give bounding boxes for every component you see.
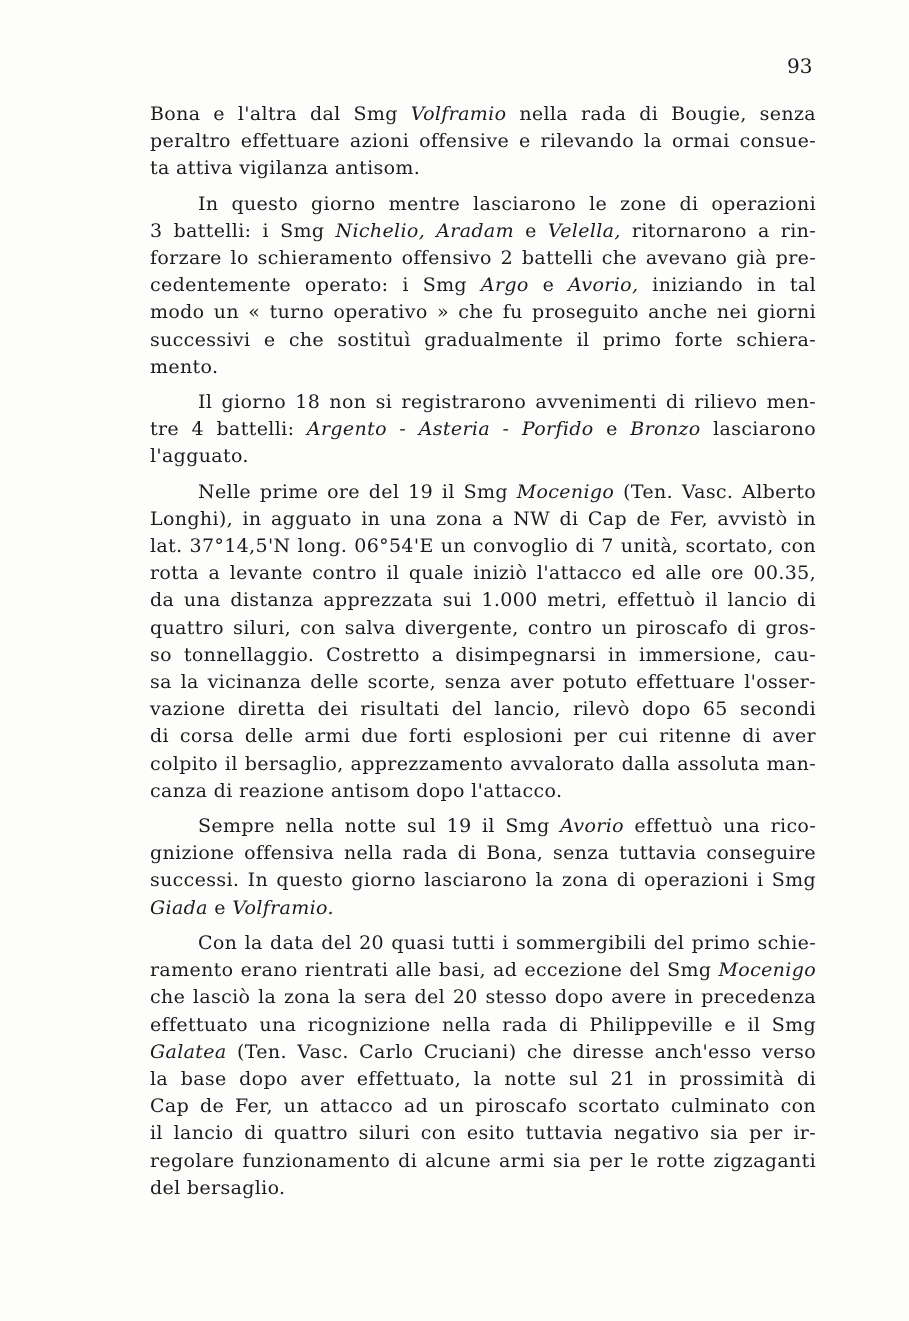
italic-text: Argento - Asteria - Porfido xyxy=(306,418,594,441)
text-run: del bersaglio. xyxy=(150,1176,286,1199)
text-run: nella rada di Bougie, senza xyxy=(506,103,816,125)
text-line xyxy=(150,867,816,894)
text-run: forzare lo schieramento offensivo 2 battelli che avevano già pre- xyxy=(150,247,816,270)
text-run: regolare funzionamento di alcune armi sia per le rotte zigzaganti xyxy=(150,1149,816,1172)
italic-text: Volframio. xyxy=(232,896,334,919)
text-line xyxy=(150,778,816,805)
text-run: canza di reazione antisom dopo l'attacco. xyxy=(150,779,563,802)
text-run: successivi e che sostituì gradualmente il primo forte schiera- xyxy=(150,328,816,351)
text-line xyxy=(150,191,816,218)
text-run: Sempre nella notte sul 19 il Smg xyxy=(198,815,561,838)
italic-text: Velella, xyxy=(547,219,621,242)
text-run: quattro siluri, con salva divergente, contro un piroscafo di gros- xyxy=(150,616,816,639)
text-run: da una distanza apprezzata sui 1.000 metri, effettuò il lancio di xyxy=(150,589,816,612)
text-line xyxy=(150,587,816,614)
text-line xyxy=(150,1120,816,1147)
text-run: Cap de Fer, un attacco ad un piroscafo scortato culminato con xyxy=(150,1095,816,1118)
text-run: di corsa delle armi due forti esplosioni per cui ritenne di aver xyxy=(150,725,816,748)
text-line xyxy=(150,1093,816,1120)
text-line xyxy=(150,696,816,723)
text-line xyxy=(150,245,816,272)
italic-text: Avorio, xyxy=(568,274,639,297)
text-run: effettuò una rico- xyxy=(623,815,816,838)
text-line xyxy=(150,560,816,587)
text-run: so tonnellaggio. Costretto a disimpegnarsi in immersione, cau- xyxy=(150,643,816,666)
text-run: rotta a levante contro il quale iniziò l'attacco ed alle ore 00.35, xyxy=(150,562,816,585)
text-line xyxy=(150,1175,816,1202)
italic-text: Giada xyxy=(150,896,208,919)
text-line xyxy=(150,1039,816,1066)
text-line xyxy=(150,218,816,245)
italic-text: Nichelio, Aradam xyxy=(335,219,514,242)
text-run: gnizione offensiva nella rada di Bona, senza tuttavia conseguire xyxy=(150,842,816,865)
text-line xyxy=(150,751,816,778)
text-line xyxy=(150,327,816,354)
text-run: mento. xyxy=(150,355,219,378)
text-run: colpito il bersaglio, apprezzamento avvalorato dalla assoluta man- xyxy=(150,752,816,775)
text-line xyxy=(150,533,816,560)
text-run: cedentemente operato: i Smg xyxy=(150,274,481,297)
text-line xyxy=(150,895,816,922)
text-line xyxy=(150,416,816,443)
text-run: la base dopo aver effettuato, la notte sul 21 in prossimità di xyxy=(150,1067,816,1090)
text-run: Con la data del 20 quasi tutti i sommergibili del primo schie- xyxy=(198,931,816,954)
text-run: 3 battelli: i Smg xyxy=(150,219,336,242)
text-run: Longhi), in agguato in una zona a NW di Cap de Fer, avvistò in xyxy=(150,507,816,530)
text-line xyxy=(150,723,816,750)
text-run: e xyxy=(513,219,548,242)
text-run: ritornarono a rin- xyxy=(620,219,817,242)
paragraph xyxy=(150,389,816,471)
text-line xyxy=(150,272,816,299)
paragraph xyxy=(150,101,816,183)
text-line xyxy=(150,155,816,182)
text-run: effettuato una ricognizione nella rada di Philippeville e il Smg xyxy=(150,1013,816,1036)
italic-text: Bronzo xyxy=(630,418,701,441)
paragraph xyxy=(150,479,816,805)
text-line xyxy=(150,642,816,669)
text-line xyxy=(150,389,816,416)
italic-text: Galatea xyxy=(150,1040,227,1063)
italic-text: Avorio xyxy=(560,815,624,838)
text-line xyxy=(150,443,816,470)
italic-text: Volframio xyxy=(410,103,507,125)
text-line xyxy=(150,299,816,326)
italic-text: Mocenigo xyxy=(516,480,615,503)
text-line xyxy=(150,101,816,128)
text-run: ta attiva vigilanza antisom. xyxy=(150,157,421,180)
text-run: che lasciò la zona la sera del 20 stesso dopo avere in precedenza xyxy=(150,986,816,1009)
text-run: ramento erano rientrati alle basi, ad eccezione del Smg xyxy=(150,959,719,982)
text-run: l'agguato. xyxy=(150,445,249,468)
text-line xyxy=(150,1066,816,1093)
text-line xyxy=(150,984,816,1011)
paragraph xyxy=(150,930,816,1202)
text-line xyxy=(150,930,816,957)
text-run: iniziando in tal xyxy=(638,274,816,297)
text-line xyxy=(150,1012,816,1039)
text-run: Il giorno 18 non si registrarono avvenimenti di rilievo men- xyxy=(198,391,816,414)
body-text xyxy=(150,101,816,1210)
text-line xyxy=(150,354,816,381)
paragraph xyxy=(150,191,816,381)
text-run: successi. In questo giorno lasciarono la zona di operazioni i Smg xyxy=(150,869,816,892)
text-line xyxy=(150,479,816,506)
text-run: e xyxy=(593,418,631,441)
text-line xyxy=(150,128,816,155)
text-run: lat. 37°14,5'N long. 06°54'E un convoglio di 7 unità, scortato, con xyxy=(150,535,816,558)
text-run: peraltro effettuare azioni offensive e rilevando la ormai consue- xyxy=(150,130,816,153)
text-run: sa la vicinanza delle scorte, senza aver potuto effettuare l'osser- xyxy=(150,671,816,694)
text-line xyxy=(150,840,816,867)
italic-text: Mocenigo xyxy=(718,959,816,982)
text-run: lasciarono xyxy=(700,418,817,441)
text-run: tre 4 battelli: xyxy=(150,418,307,441)
text-run: modo un « turno operativo » che fu proseguito anche nei giorni xyxy=(150,301,816,324)
text-line xyxy=(150,669,816,696)
text-line xyxy=(150,615,816,642)
text-run: Nelle prime ore del 19 il Smg xyxy=(198,480,517,503)
text-run: Bona e l'altra dal Smg xyxy=(150,103,411,125)
text-run: In questo giorno mentre lasciarono le zone di operazioni xyxy=(198,192,816,215)
text-run: vazione diretta dei risultati del lancio, rilevò dopo 65 secondi xyxy=(150,698,816,721)
paragraph xyxy=(150,813,816,922)
text-run: e xyxy=(207,896,233,919)
text-run: (Ten. Vasc. Alberto xyxy=(614,480,816,503)
text-run: e xyxy=(528,274,569,297)
page-number: 93 xyxy=(787,54,813,78)
text-line xyxy=(150,813,816,840)
text-run: il lancio di quattro siluri con esito tuttavia negativo sia per ir- xyxy=(150,1122,816,1145)
text-line xyxy=(150,957,816,984)
italic-text: Argo xyxy=(480,274,529,297)
text-line xyxy=(150,506,816,533)
text-run: (Ten. Vasc. Carlo Cruciani) che diresse anch'esso verso xyxy=(226,1040,816,1063)
text-line xyxy=(150,1148,816,1175)
